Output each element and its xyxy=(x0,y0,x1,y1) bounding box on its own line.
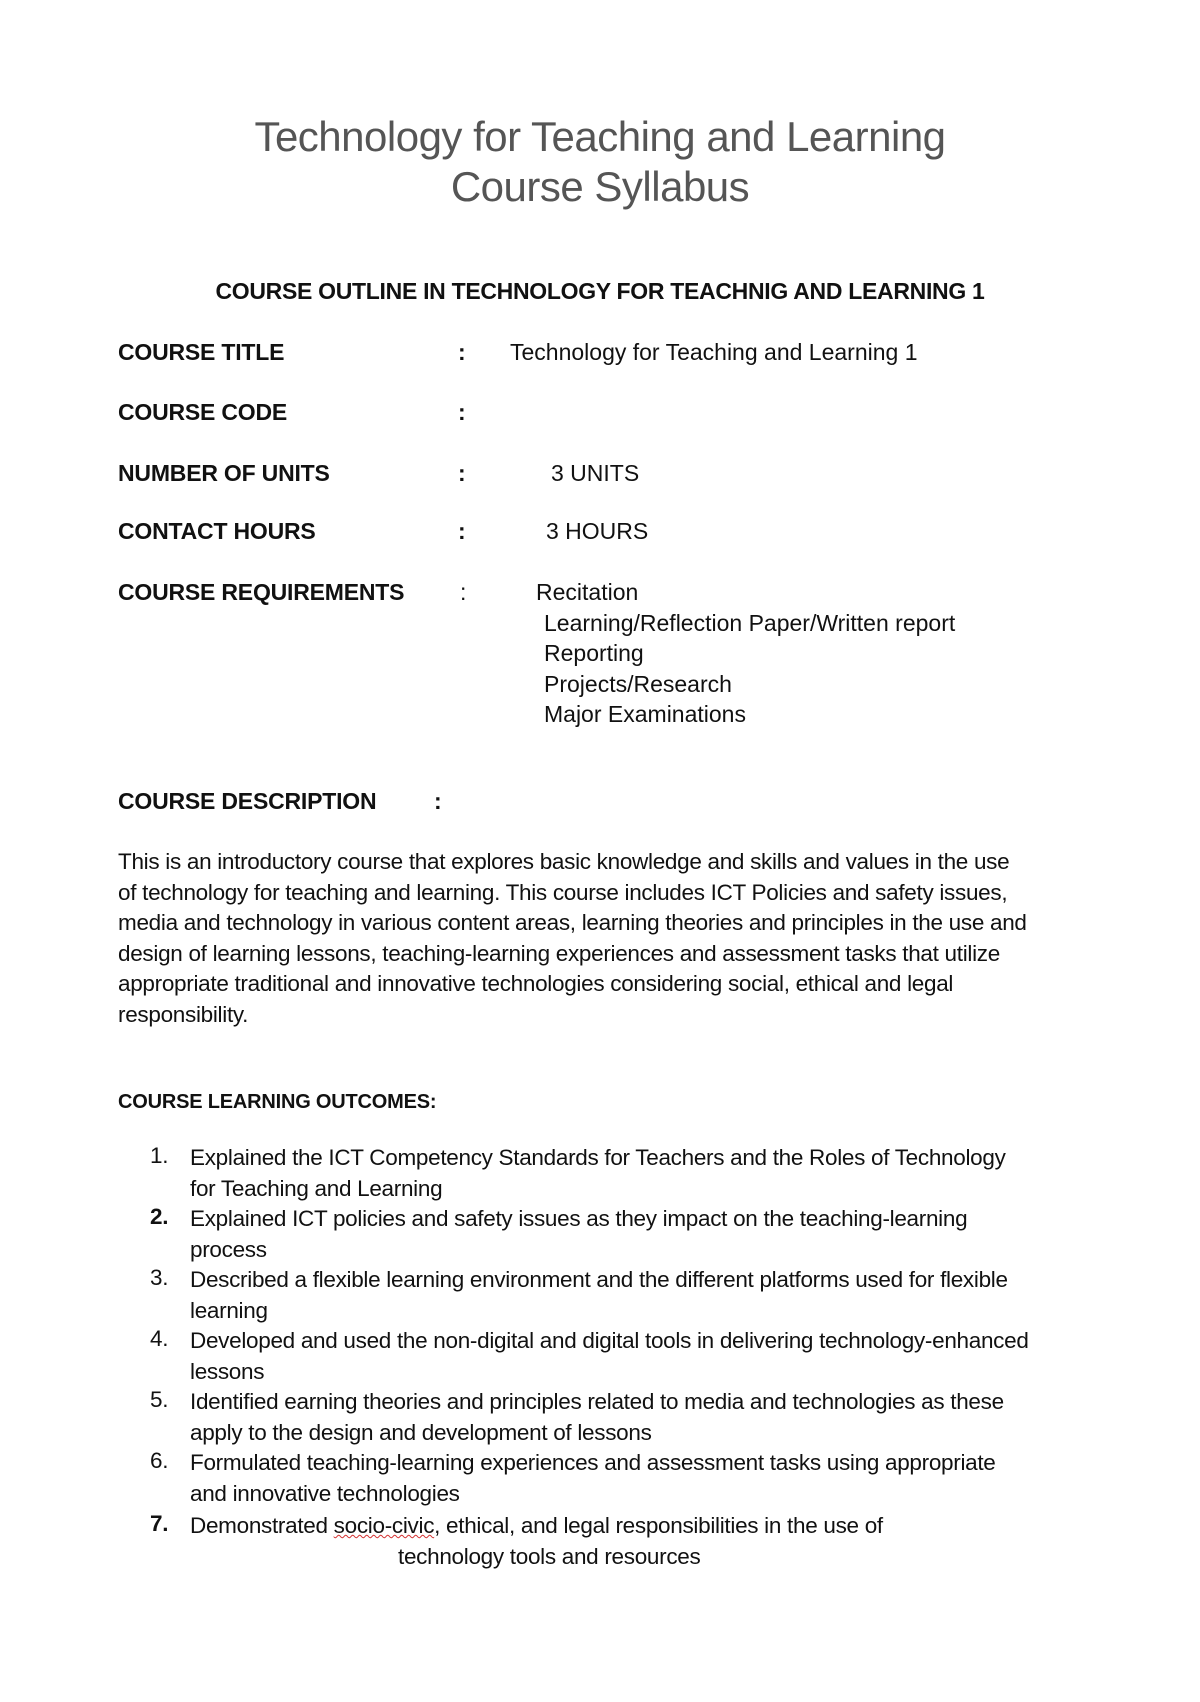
description-heading-row xyxy=(118,788,442,815)
course-description: This is an introductory course that explores basic knowledge and skills and values in the use of technology for teaching and learning. This course includes ICT Policies and safety issues, media and technology in various content areas, learning theories and principles in the use and design of learning lessons, teaching-learning experiences and assessment tasks that utilize appropriate traditional and innovative technologies considering social, ethical and legal responsibility. xyxy=(118,849,1027,1027)
description-heading: COURSE DESCRIPTION xyxy=(118,788,377,814)
colon: : xyxy=(458,339,466,365)
outcome-text xyxy=(190,1511,1030,1542)
outcome-text: Formulated teaching-learning experiences and assessment tasks using appropriate and innovative technologies xyxy=(190,1450,996,1506)
colon: : xyxy=(458,460,466,486)
requirement-item: Reporting xyxy=(544,640,644,666)
requirement-item: Learning/Reflection Paper/Written report xyxy=(544,609,956,636)
outcome-number: 6. xyxy=(150,1448,169,1473)
units-value: 3 UNITS xyxy=(551,460,640,486)
units-label: NUMBER OF UNITS xyxy=(118,460,330,486)
title-line-2: Course Syllabus xyxy=(450,163,750,210)
outcomes-heading: COURSE LEARNING OUTCOMES: xyxy=(118,1091,437,1113)
outcome-text: Explained ICT policies and safety issues as they impact on the teaching-learning process xyxy=(190,1206,968,1262)
course-code-label: COURSE CODE xyxy=(118,399,288,425)
requirement-item: Recitation xyxy=(536,579,639,605)
outcome-number: 2. xyxy=(150,1204,169,1229)
outcome-text: Developed and used the non-digital and digital tools in delivering technology-enhanced lessons xyxy=(190,1328,1029,1384)
colon: : xyxy=(460,579,467,605)
colon: : xyxy=(434,788,442,814)
requirements-row xyxy=(118,577,1118,737)
misspelled-word: socio-civic xyxy=(333,1513,435,1538)
hours-label: CONTACT HOURS xyxy=(118,518,316,544)
document-title xyxy=(0,112,1200,212)
requirements-list xyxy=(536,577,955,730)
colon: : xyxy=(458,399,466,425)
outcome-text-continued: technology tools and resources xyxy=(398,1543,701,1569)
outcome-number: 5. xyxy=(150,1387,169,1412)
outcome-text: Described a flexible learning environment and the different platforms used for flexible learning xyxy=(190,1267,1008,1323)
hours-value: 3 HOURS xyxy=(546,518,649,544)
requirement-item: Projects/Research xyxy=(544,670,732,697)
course-title-label: COURSE TITLE xyxy=(118,339,285,365)
outcome-text: Identified earning theories and principles related to media and technologies as these apply to the design and development of lessons xyxy=(190,1389,1004,1445)
requirement-item: Major Examinations xyxy=(544,701,746,727)
colon: : xyxy=(458,518,466,544)
outcome-number: 7. xyxy=(150,1511,169,1536)
outline-heading: COURSE OUTLINE IN TECHNOLOGY FOR TEACHNIG AND LEARNING 1 xyxy=(215,278,985,304)
title-line-1: Technology for Teaching and Learning xyxy=(254,113,946,160)
outcome-text: Explained the ICT Competency Standards for Teachers and the Roles of Technology for Teaching and Learning xyxy=(190,1145,1006,1201)
outcome-text-part: , ethical, and legal responsibilities in the use of xyxy=(434,1513,883,1538)
outcome-number: 4. xyxy=(150,1326,169,1351)
outcome-text-part: Demonstrated xyxy=(190,1513,334,1538)
requirements-label: COURSE REQUIREMENTS xyxy=(118,579,405,605)
outcome-number: 1. xyxy=(150,1143,169,1168)
outcome-number: 3. xyxy=(150,1265,169,1290)
course-title-value: Technology for Teaching and Learning 1 xyxy=(510,339,918,365)
